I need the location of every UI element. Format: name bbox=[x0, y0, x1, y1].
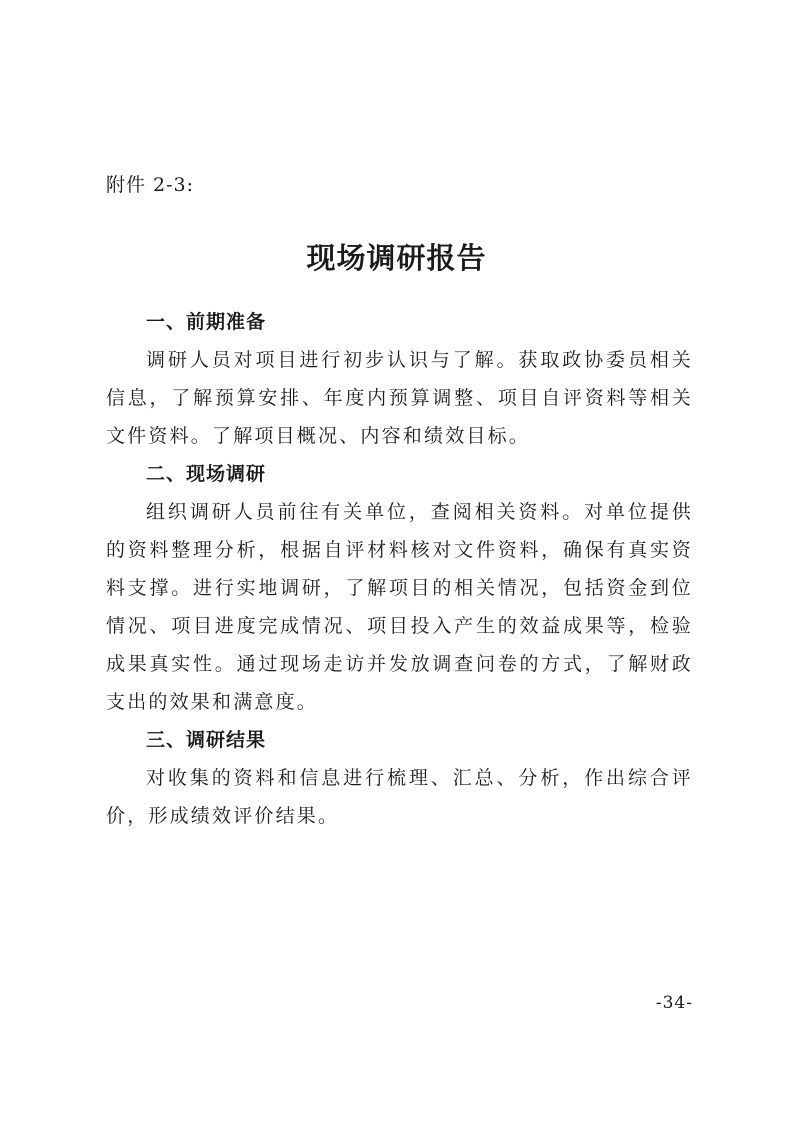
section-field-research bbox=[106, 455, 693, 721]
document-body bbox=[106, 303, 693, 835]
section-heading: 三、调研结果 bbox=[146, 729, 267, 751]
section-preparation bbox=[106, 303, 693, 455]
section-paragraph: 调研人员对项目进行初步认识与了解。获取政协委员相关信息，了解预算安排、年度内预算调整、项目自评资料等相关文件资料。了解项目概况、内容和绩效目标。 bbox=[106, 349, 693, 447]
document-title: 现场调研报告 bbox=[306, 241, 487, 275]
section-heading: 二、现场调研 bbox=[146, 463, 267, 485]
attachment-label: 附件 2-3: bbox=[106, 174, 195, 196]
section-paragraph: 对收集的资料和信息进行梳理、汇总、分析，作出综合评价，形成绩效评价结果。 bbox=[106, 767, 693, 827]
section-heading: 一、前期准备 bbox=[146, 311, 267, 333]
section-paragraph: 组织调研人员前往有关单位，查阅相关资料。对单位提供的资料整理分析，根据自评材料核对文件资料，确保有真实资料支撑。进行实地调研，了解项目的相关情况，包括资金到位情况、项目进度完成情况、项目投入产生的效益成果等，检验成果真实性。通过现场走访并发放调查问卷的方式，了解财政支出的效果和满意度。 bbox=[106, 501, 693, 713]
page-number: -34- bbox=[655, 993, 693, 1013]
section-research-results bbox=[106, 721, 693, 835]
